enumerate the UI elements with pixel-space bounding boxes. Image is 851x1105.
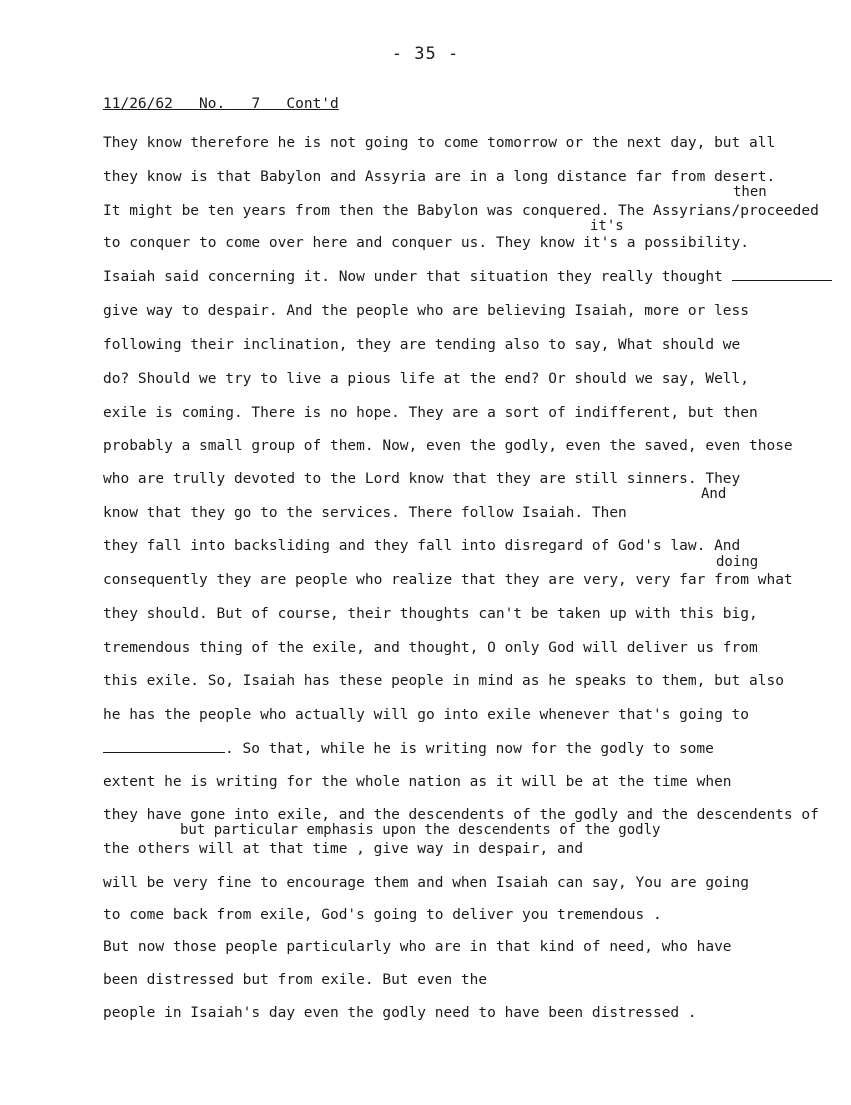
text-line-21: they have gone into exile, and the descendents of the godly and the descendents of	[103, 807, 819, 823]
text-line-10: probably a small group of them. Now, even the godly, even the saved, even those	[103, 438, 793, 454]
heading-no: No.	[199, 96, 226, 112]
insertion-then: then	[733, 184, 767, 200]
page-heading	[103, 96, 339, 112]
text-line-23: will be very fine to encourage them and when Isaiah can say, You are going	[103, 875, 750, 891]
text-line-19-text: . So that, while he is writing now for the godly to some	[225, 741, 714, 757]
text-line-27: people in Isaiah's day even the godly need to have been distressed .	[103, 1005, 697, 1021]
text-line-3: It might be ten years from then the Babylon was conquered. The Assyrians/proceeded	[103, 203, 819, 219]
heading-number: 7	[251, 96, 261, 112]
insertion-and: And	[701, 486, 727, 502]
text-line-17: this exile. So, Isaiah has these people in mind as he speaks to them, but also	[103, 673, 784, 689]
text-line-18: he has the people who actually will go into exile whenever that's going to	[103, 707, 750, 723]
text-line-16: tremendous thing of the exile, and thought, O only God will deliver us from	[103, 640, 758, 656]
text-line-9: exile is coming. There is no hope. They are a sort of indifferent, but then	[103, 405, 758, 421]
text-line-26: been distressed but from exile. But even the	[103, 972, 488, 988]
text-line-2: they know is that Babylon and Assyria are in a long distance far from desert.	[103, 169, 776, 185]
heading-date: 11/26/62	[103, 96, 173, 112]
insertion-doing: doing	[716, 554, 759, 570]
heading-contd: Cont'd	[286, 96, 339, 112]
page-number: - 35 -	[391, 44, 460, 64]
text-line-5	[103, 268, 832, 286]
insertion-particular-emphasis: but particular emphasis upon the descendents of the godly	[180, 822, 661, 838]
text-line-8: do? Should we try to live a pious life at the end? Or should we say, Well,	[103, 371, 750, 387]
text-line-20: extent he is writing for the whole nation as it will be at the time when	[103, 774, 732, 790]
text-line-7: following their inclination, they are tending also to say, What should we	[103, 337, 741, 353]
text-line-25: But now those people particularly who are in that kind of need, who have	[103, 939, 732, 955]
text-line-13: they fall into backsliding and they fall into disregard of God's law. And	[103, 538, 741, 554]
insertion-its: it's	[590, 218, 624, 234]
text-line-22: the others will at that time , give way in despair, and	[103, 841, 584, 857]
text-line-19	[103, 740, 714, 758]
text-line-24: to come back from exile, God's going to deliver you tremendous .	[103, 907, 662, 923]
text-line-6: give way to despair. And the people who are believing Isaiah, more or less	[103, 303, 750, 319]
text-line-11: who are trully devoted to the Lord know that they are still sinners. They	[103, 471, 741, 487]
text-line-5-text: Isaiah said concerning it. Now under that situation they really thought	[103, 269, 723, 285]
text-line-4: to conquer to come over here and conquer us. They know it's a possibility.	[103, 235, 750, 251]
text-line-14: consequently they are people who realize that they are very, very far from what	[103, 572, 793, 588]
text-line-15: they should. But of course, their thoughts can't be taken up with this big,	[103, 606, 758, 622]
blank-line	[103, 740, 225, 753]
text-line-1: They know therefore he is not going to come tomorrow or the next day, but all	[103, 135, 776, 151]
text-line-12: know that they go to the services. There follow Isaiah. Then	[103, 505, 627, 521]
blank-line	[732, 268, 832, 281]
